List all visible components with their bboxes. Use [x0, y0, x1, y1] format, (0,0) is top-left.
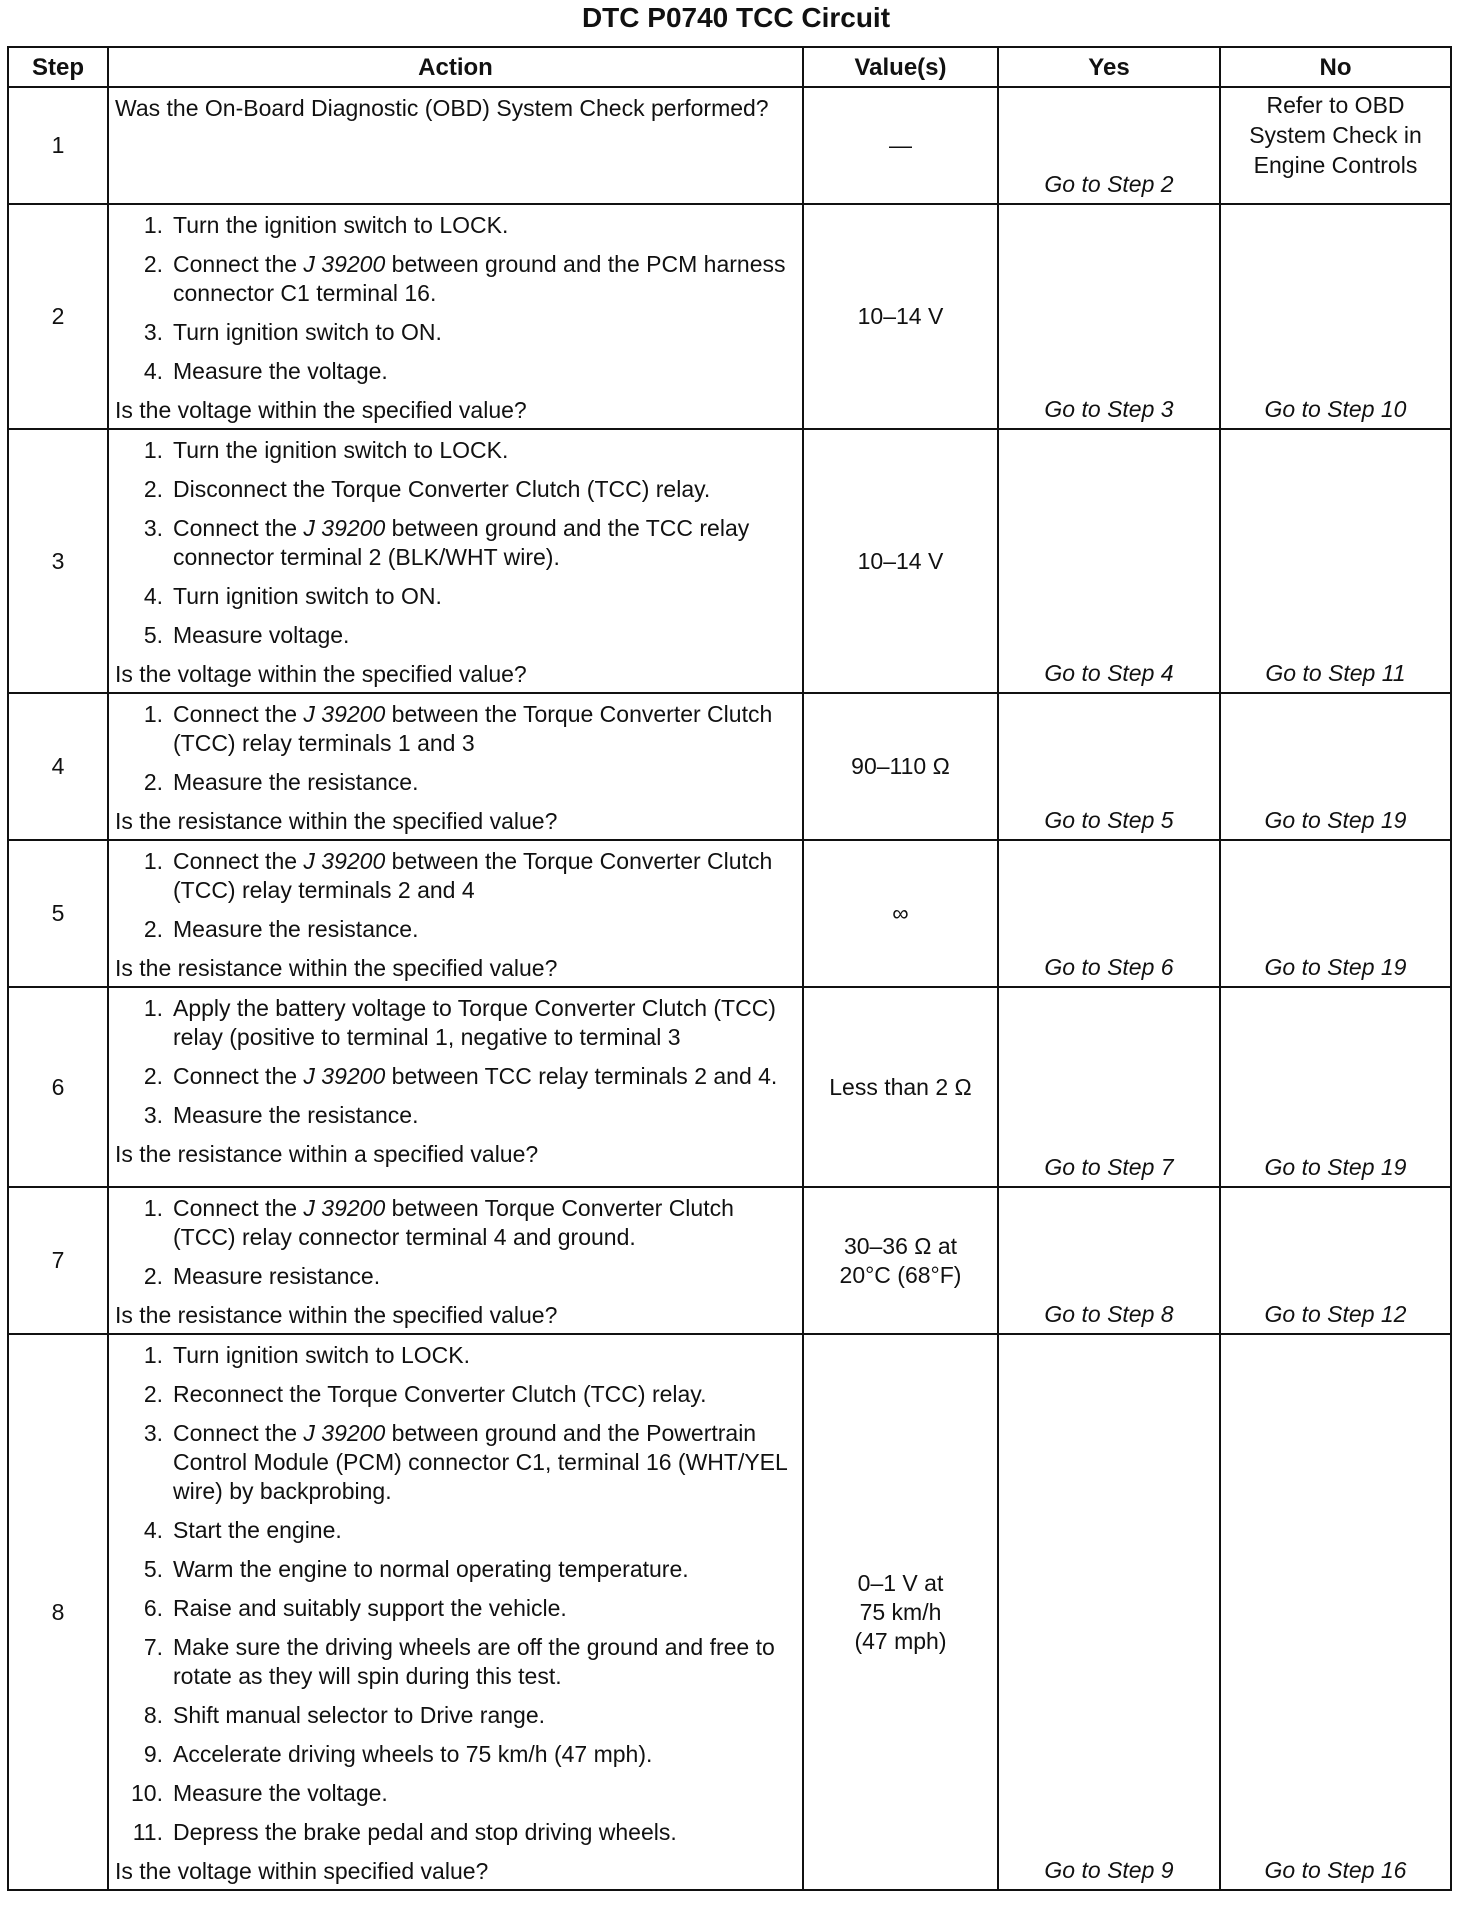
- action-text: Turn ignition switch to ON.: [173, 583, 442, 609]
- action-step-text: [173, 1380, 798, 1409]
- action-step-number: 2.: [143, 1063, 163, 1089]
- action-text: Connect the: [173, 251, 304, 277]
- action-step-number: 8.: [143, 1702, 163, 1728]
- step-number: 7: [8, 1187, 108, 1334]
- value-cell: —: [803, 87, 998, 204]
- action-step-text: [173, 250, 798, 308]
- action-text: Measure resistance.: [173, 1263, 381, 1289]
- value-cell: 90–110 Ω: [803, 693, 998, 840]
- yes-action: Go to Step 8: [998, 1187, 1220, 1334]
- action-steps-list: [115, 994, 798, 1130]
- action-step-text: [173, 1818, 798, 1847]
- table-row: [8, 1334, 1451, 1890]
- action-text: Connect the: [173, 1063, 304, 1089]
- action-text: Reconnect the Torque Converter Clutch (TCC) relay.: [173, 1381, 707, 1407]
- action-step-text: [173, 847, 798, 905]
- action-step: [115, 847, 798, 905]
- value-cell: 10–14 V: [803, 429, 998, 693]
- action-step-number: 4.: [143, 358, 163, 384]
- tool-name: J 39200: [303, 1420, 386, 1446]
- yes-action: Go to Step 5: [998, 693, 1220, 840]
- action-step-number: 3.: [143, 319, 163, 345]
- no-line: System Check in: [1249, 122, 1422, 148]
- tool-name: J 39200: [303, 1195, 386, 1221]
- action-step: [115, 582, 798, 611]
- action-step-number: 9.: [143, 1741, 163, 1767]
- action-step-text: [173, 318, 798, 347]
- action-step-text: [173, 1419, 798, 1506]
- action-step-text: [173, 1062, 798, 1091]
- value-line: 20°C (68°F): [839, 1261, 962, 1288]
- action-step-number: 3.: [143, 1102, 163, 1128]
- question-text: Is the voltage within the specified value?: [115, 661, 527, 687]
- action-steps-list: [115, 211, 798, 386]
- value-line: 0–1 V at: [857, 1569, 944, 1596]
- action-step-number: 6.: [143, 1595, 163, 1621]
- question-text: Is the resistance within the specified value?: [115, 1302, 558, 1328]
- action-cell: [108, 1187, 803, 1334]
- action-text: between the Torque Converter Clutch (TCC) relay terminals 1 and 3: [173, 701, 773, 756]
- action-step-number: 5.: [143, 1556, 163, 1582]
- action-text: Raise and suitably support the vehicle.: [173, 1595, 567, 1621]
- action-text: Measure the voltage.: [173, 358, 388, 384]
- action-text: Apply the battery voltage to Torque Converter Clutch (TCC) relay (positive to terminal 1, negative to terminal 3: [173, 995, 776, 1050]
- step-number: 4: [8, 693, 108, 840]
- step-number: 2: [8, 204, 108, 429]
- action-step: [115, 1740, 798, 1769]
- action-text: Measure the resistance.: [173, 769, 419, 795]
- question-text: Was the On-Board Diagnostic (OBD) System Check performed?: [115, 95, 769, 121]
- action-text: Measure voltage.: [173, 622, 350, 648]
- action-step: [115, 250, 798, 308]
- action-step: [115, 1516, 798, 1545]
- action-step-number: 2.: [143, 769, 163, 795]
- no-action: Go to Step 11: [1220, 429, 1451, 693]
- table-row: [8, 87, 1451, 204]
- tool-name: J 39200: [303, 701, 386, 727]
- action-text: between TCC relay terminals 2 and 4.: [385, 1063, 778, 1089]
- no-action: Go to Step 12: [1220, 1187, 1451, 1334]
- action-cell: [108, 429, 803, 693]
- value-line: 75 km/h: [859, 1598, 942, 1625]
- action-step-text: [173, 915, 798, 944]
- action-step-number: 2.: [143, 476, 163, 502]
- action-text: Turn the ignition switch to LOCK.: [173, 437, 509, 463]
- yes-action: Go to Step 6: [998, 840, 1220, 987]
- action-step-number: 11.: [132, 1819, 163, 1845]
- action-step: [115, 1594, 798, 1623]
- action-steps-list: [115, 1341, 798, 1847]
- action-text: Measure the voltage.: [173, 1780, 388, 1806]
- no-line: Engine Controls: [1253, 152, 1418, 178]
- action-step: [115, 700, 798, 758]
- action-cell: [108, 987, 803, 1187]
- table-row: [8, 204, 1451, 429]
- action-step-text: [173, 1194, 798, 1252]
- action-step: [115, 1779, 798, 1808]
- header-yes: Yes: [998, 47, 1220, 87]
- no-action: Go to Step 16: [1220, 1334, 1451, 1890]
- action-step-text: [173, 994, 798, 1052]
- value-cell: Less than 2 Ω: [803, 987, 998, 1187]
- yes-action: Go to Step 2: [998, 87, 1220, 204]
- action-cell: [108, 1334, 803, 1890]
- action-text: between Torque Converter Clutch (TCC) relay connector terminal 4 and ground.: [173, 1195, 734, 1250]
- action-step-number: 1.: [143, 437, 163, 463]
- action-step-text: [173, 514, 798, 572]
- action-steps-list: [115, 847, 798, 944]
- action-step-text: [173, 1779, 798, 1808]
- action-text: Connect the: [173, 848, 304, 874]
- action-step-number: 2.: [143, 251, 163, 277]
- action-text: Shift manual selector to Drive range.: [173, 1702, 546, 1728]
- value-line: 30–36 Ω at: [843, 1232, 958, 1259]
- action-step-number: 1.: [143, 701, 163, 727]
- action-text: Warm the engine to normal operating temperature.: [173, 1556, 689, 1582]
- header-row: [8, 47, 1451, 87]
- table-row: [8, 840, 1451, 987]
- action-text: Turn the ignition switch to LOCK.: [173, 212, 509, 238]
- action-step-text: [173, 768, 798, 797]
- action-step-number: 1.: [143, 995, 163, 1021]
- action-step-number: 1.: [143, 212, 163, 238]
- action-steps-list: [115, 1194, 798, 1291]
- tool-name: J 39200: [303, 848, 386, 874]
- action-text: Start the engine.: [173, 1517, 342, 1543]
- action-step-number: 2.: [143, 916, 163, 942]
- action-step: [115, 1262, 798, 1291]
- action-step-text: [173, 1555, 798, 1584]
- action-step: [115, 1062, 798, 1091]
- action-step: [115, 1194, 798, 1252]
- action-text: Make sure the driving wheels are off the ground and free to rotate as they will spin during this test.: [173, 1634, 775, 1689]
- header-step: Step: [8, 47, 108, 87]
- header-value: Value(s): [803, 47, 998, 87]
- no-line: Refer to OBD: [1266, 92, 1405, 118]
- page-title: DTC P0740 TCC Circuit: [581, 2, 891, 33]
- action-step-number: 4.: [143, 1517, 163, 1543]
- question-text: Is the resistance within the specified value?: [115, 955, 558, 981]
- no-action: [1220, 87, 1451, 204]
- action-text: Measure the resistance.: [173, 1102, 419, 1128]
- action-step: [115, 915, 798, 944]
- step-number: 3: [8, 429, 108, 693]
- action-text: Connect the: [173, 1195, 304, 1221]
- action-step: [115, 211, 798, 240]
- action-step: [115, 1419, 798, 1506]
- action-step-number: 3.: [143, 1420, 163, 1446]
- action-step-number: 4.: [143, 583, 163, 609]
- no-action: Go to Step 19: [1220, 840, 1451, 987]
- action-step-number: 7.: [143, 1634, 163, 1660]
- action-step: [115, 621, 798, 650]
- action-step: [115, 1341, 798, 1370]
- action-step-text: [173, 621, 798, 650]
- action-cell: [108, 840, 803, 987]
- step-number: 5: [8, 840, 108, 987]
- action-step: [115, 1555, 798, 1584]
- action-step-text: [173, 211, 798, 240]
- action-step-text: [173, 436, 798, 465]
- action-text: between ground and the TCC relay connector terminal 2 (BLK/WHT wire).: [173, 515, 750, 570]
- action-text: between ground and the PCM harness connector C1 terminal 16.: [173, 251, 786, 306]
- action-text: Connect the: [173, 515, 304, 541]
- value-line: (47 mph): [854, 1627, 947, 1654]
- action-text: Depress the brake pedal and stop driving wheels.: [173, 1819, 677, 1845]
- value-cell: [803, 1334, 998, 1890]
- table-row: [8, 987, 1451, 1187]
- action-step-text: [173, 1262, 798, 1291]
- action-step: [115, 1380, 798, 1409]
- action-text: between the Torque Converter Clutch (TCC) relay terminals 2 and 4: [173, 848, 773, 903]
- no-action: Go to Step 19: [1220, 693, 1451, 840]
- action-step-text: [173, 475, 798, 504]
- no-action: Go to Step 10: [1220, 204, 1451, 429]
- action-step-text: [173, 582, 798, 611]
- action-step-number: 10.: [131, 1780, 163, 1806]
- action-step-text: [173, 1740, 798, 1769]
- diagnostic-table: [7, 46, 1452, 1891]
- action-text: Turn ignition switch to LOCK.: [173, 1342, 470, 1368]
- value-cell: ∞: [803, 840, 998, 987]
- action-step: [115, 514, 798, 572]
- question-text: Is the resistance within the specified value?: [115, 808, 558, 834]
- action-step-number: 1.: [143, 1195, 163, 1221]
- action-step: [115, 1101, 798, 1130]
- question-text: Is the voltage within specified value?: [115, 1858, 489, 1884]
- header-no: No: [1220, 47, 1451, 87]
- value-cell: [803, 1187, 998, 1334]
- action-step-text: [173, 1633, 798, 1691]
- yes-action: Go to Step 3: [998, 204, 1220, 429]
- action-steps-list: [115, 700, 798, 797]
- value-cell: 10–14 V: [803, 204, 998, 429]
- action-cell: [108, 87, 803, 204]
- action-cell: [108, 693, 803, 840]
- action-step-number: 3.: [143, 515, 163, 541]
- action-step: [115, 357, 798, 386]
- action-step-number: 2.: [143, 1263, 163, 1289]
- action-text: Connect the: [173, 701, 304, 727]
- action-step-text: [173, 1516, 798, 1545]
- action-step: [115, 1701, 798, 1730]
- action-text: Turn ignition switch to ON.: [173, 319, 442, 345]
- action-step-text: [173, 1701, 798, 1730]
- action-step-text: [173, 1594, 798, 1623]
- action-steps-list: [115, 436, 798, 650]
- action-step: [115, 768, 798, 797]
- step-number: 1: [8, 87, 108, 204]
- action-text: Disconnect the Torque Converter Clutch (TCC) relay.: [173, 476, 711, 502]
- action-text: Connect the: [173, 1420, 304, 1446]
- action-step-text: [173, 1101, 798, 1130]
- action-cell: [108, 204, 803, 429]
- table-row: [8, 1187, 1451, 1334]
- yes-action: Go to Step 9: [998, 1334, 1220, 1890]
- action-text: between ground and the Powertrain Control Module (PCM) connector C1, terminal 16 (WHT/YEL wire) by backprobing.: [173, 1420, 787, 1504]
- action-step: [115, 318, 798, 347]
- no-action: Go to Step 19: [1220, 987, 1451, 1187]
- action-step-text: [173, 1341, 798, 1370]
- action-step-number: 5.: [143, 622, 163, 648]
- action-step: [115, 436, 798, 465]
- table-row: [8, 693, 1451, 840]
- action-step: [115, 1818, 798, 1847]
- tool-name: J 39200: [303, 1063, 386, 1089]
- action-step-text: [173, 357, 798, 386]
- action-step: [115, 994, 798, 1052]
- table-row: [8, 429, 1451, 693]
- action-step-text: [173, 700, 798, 758]
- yes-action: Go to Step 7: [998, 987, 1220, 1187]
- step-number: 8: [8, 1334, 108, 1890]
- step-number: 6: [8, 987, 108, 1187]
- action-step-number: 1.: [143, 1342, 163, 1368]
- action-text: Accelerate driving wheels to 75 km/h (47 mph).: [173, 1741, 653, 1767]
- question-text: Is the voltage within the specified value?: [115, 397, 527, 423]
- action-step: [115, 1633, 798, 1691]
- tool-name: J 39200: [303, 515, 386, 541]
- action-text: Measure the resistance.: [173, 916, 419, 942]
- tool-name: J 39200: [303, 251, 386, 277]
- yes-action: Go to Step 4: [998, 429, 1220, 693]
- header-action: Action: [108, 47, 803, 87]
- action-step-number: 2.: [143, 1381, 163, 1407]
- question-text: Is the resistance within a specified value?: [115, 1141, 539, 1167]
- action-step-number: 1.: [143, 848, 163, 874]
- action-step: [115, 475, 798, 504]
